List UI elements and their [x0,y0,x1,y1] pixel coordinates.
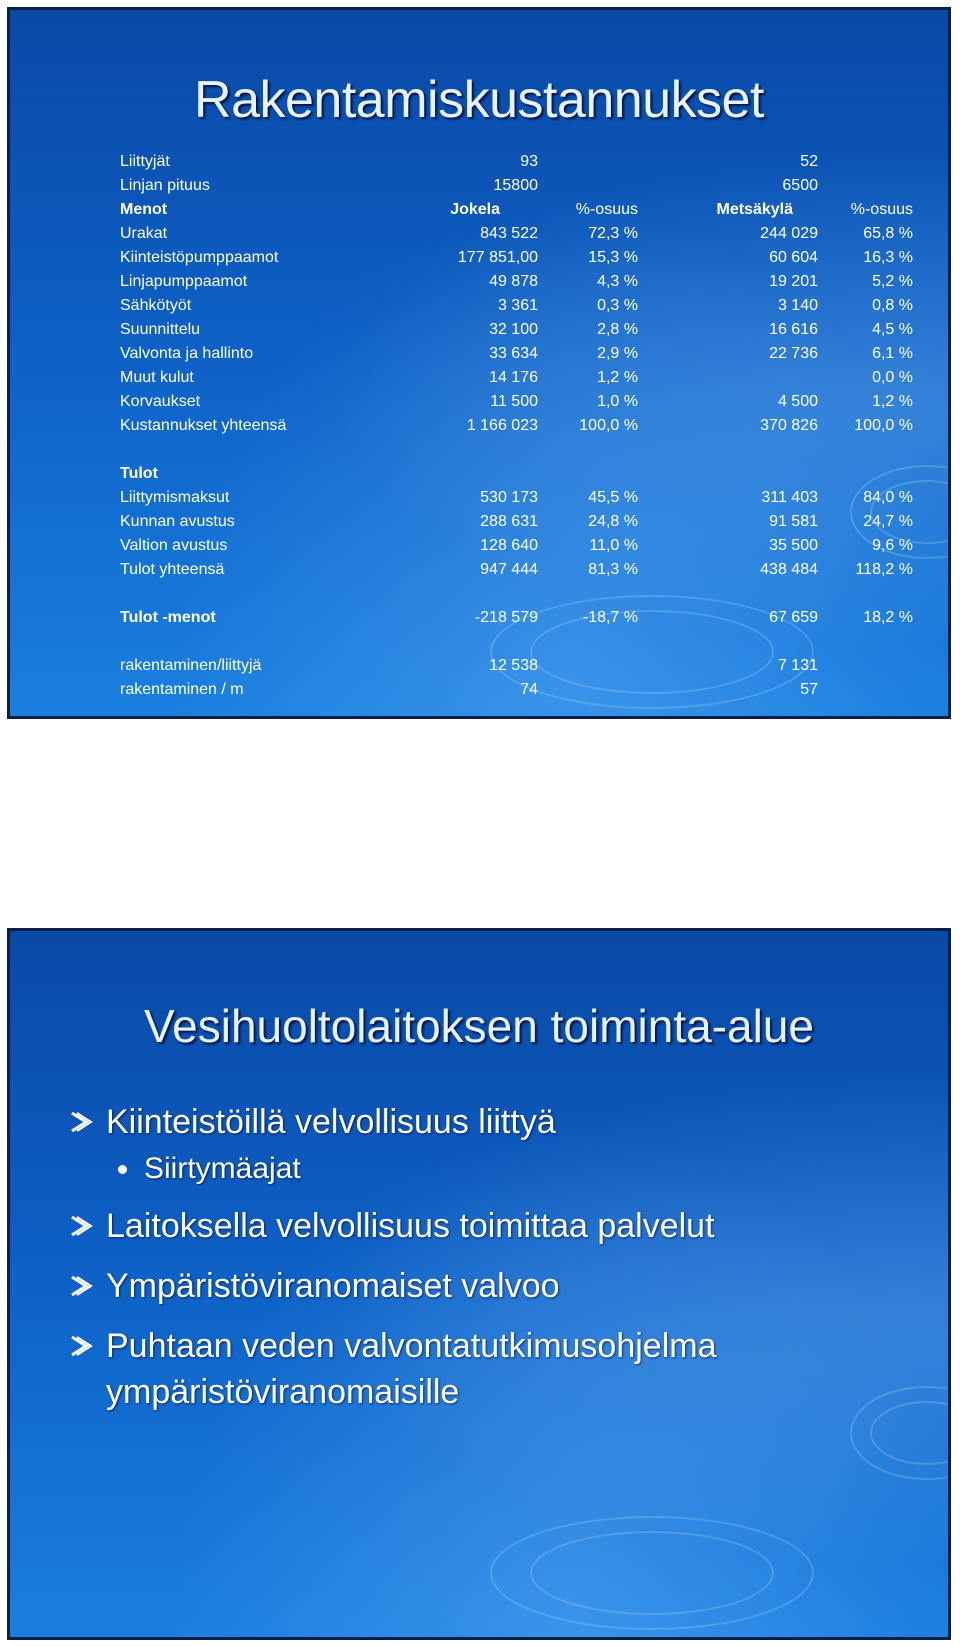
table-row [120,294,913,318]
slide-toiminta-alue [7,928,951,1640]
column-header-share: %-osuus [850,201,913,218]
jokela-share [538,150,638,174]
jokela-value: 843 522 [480,225,538,242]
table-spacer [120,438,913,462]
bullet-item [68,1203,918,1249]
bullet-text-continued: ympäristöviranomaisille [106,1373,460,1411]
metsakyla-value: 4 500 [777,393,818,410]
row-label: Suunnittelu [120,321,201,338]
column-header-menot: Menot [120,201,168,218]
jokela-value: 74 [520,681,538,698]
jokela-value: 530 173 [480,489,538,506]
dot-bullet-icon [118,1165,127,1174]
table-row-balance [120,606,913,630]
row-label: Linjapumppaamot [120,273,248,290]
bullet-text: Laitoksella velvollisuus toimittaa palvelut [106,1207,715,1245]
metsakyla-value: 16 616 [769,321,818,338]
table-row [120,534,913,558]
metsakyla-share: 0,8 % [872,297,913,314]
metsakyla-share: 5,2 % [872,273,913,290]
metsakyla-value: 67 659 [769,609,818,626]
bullet-list [68,1099,918,1429]
jokela-share: 24,8 % [588,513,638,530]
table-row [120,510,913,534]
metsakyla-share: 4,5 % [872,321,913,338]
section-header-tulot: Tulot [120,465,158,482]
bullet-text: Ympäristöviranomaiset valvoo [106,1267,560,1305]
table-row [120,558,913,582]
table-spacer [120,582,913,606]
table-row [120,174,913,198]
table-row [120,390,913,414]
jokela-share: 45,5 % [588,489,638,506]
jokela-value: 947 444 [480,561,538,578]
row-label: rakentaminen/liittyjä [120,657,262,674]
jokela-value: 93 [520,153,538,170]
table-row [120,222,913,246]
jokela-share [538,678,638,702]
row-label: Liittyjät [120,153,170,170]
jokela-value: 15800 [493,177,538,194]
metsakyla-share [818,174,913,198]
row-label: Tulot yhteensä [120,561,225,578]
table-header-row [120,198,913,222]
metsakyla-value: 57 [800,681,818,698]
jokela-share: -18,7 % [582,609,638,626]
jokela-share: 1,2 % [597,369,638,386]
table-row [120,342,913,366]
row-label: Korvaukset [120,393,201,410]
metsakyla-value: 3 140 [777,297,818,314]
metsakyla-share: 1,2 % [872,393,913,410]
metsakyla-share: 0,0 % [872,369,913,386]
arrow-bullet-icon [68,1203,96,1249]
table-row [120,486,913,510]
ripple-decoration [530,1531,774,1615]
metsakyla-share: 65,8 % [863,225,913,242]
jokela-share [538,174,638,198]
column-header-metsakyla: Metsäkylä [716,201,793,218]
table-row [120,270,913,294]
metsakyla-share [818,654,913,678]
metsakyla-value: 438 484 [760,561,818,578]
jokela-share: 1,0 % [597,393,638,410]
column-header-jokela: Jokela [450,201,500,218]
jokela-value: 14 176 [489,369,538,386]
arrow-bullet-icon [68,1323,96,1369]
metsakyla-share [818,678,913,702]
jokela-value: 33 634 [489,345,538,362]
table-row [120,414,913,438]
jokela-value: 12 538 [489,657,538,674]
jokela-value: 128 640 [480,537,538,554]
metsakyla-share: 16,3 % [863,249,913,266]
jokela-value: -218 579 [474,609,538,626]
metsakyla-share: 18,2 % [863,609,913,626]
arrow-bullet-icon [68,1263,96,1309]
jokela-share: 11,0 % [589,537,638,554]
section-header-row [120,462,913,486]
table-spacer [120,630,913,654]
metsakyla-share [818,150,913,174]
metsakyla-share: 84,0 % [863,489,913,506]
bullet-item [68,1099,918,1145]
metsakyla-share: 9,6 % [872,537,913,554]
jokela-share: 72,3 % [588,225,638,242]
metsakyla-value: 91 581 [769,513,818,530]
bullet-item [68,1263,918,1309]
row-label: Liittymismaksut [120,489,230,506]
column-header-share: %-osuus [575,201,638,218]
bullet-text: Puhtaan veden valvontatutkimusohjelma [106,1327,717,1365]
row-label: Kustannukset yhteensä [120,417,287,434]
cost-table [120,150,913,702]
metsakyla-value: 7 131 [777,657,818,674]
jokela-share [538,654,638,678]
metsakyla-value: 19 201 [769,273,818,290]
jokela-value: 1 166 023 [466,417,538,434]
table-row [120,654,913,678]
metsakyla-value [638,366,818,390]
metsakyla-value: 60 604 [769,249,818,266]
slide-rakentamiskustannukset [7,7,951,719]
metsakyla-value: 22 736 [769,345,818,362]
jokela-value: 288 631 [480,513,538,530]
jokela-share: 2,9 % [597,345,638,362]
jokela-value: 11 500 [490,393,538,410]
arrow-bullet-icon [68,1099,96,1145]
jokela-value: 177 851,00 [457,249,538,266]
jokela-share: 81,3 % [588,561,638,578]
bullet-item [68,1323,918,1415]
jokela-share: 100,0 % [579,417,638,434]
metsakyla-share: 24,7 % [863,513,913,530]
jokela-share: 4,3 % [597,273,638,290]
jokela-value: 32 100 [489,321,538,338]
row-label: Muut kulut [120,369,194,386]
jokela-value: 49 878 [489,273,538,290]
metsakyla-value: 6500 [782,177,818,194]
metsakyla-value: 52 [800,153,818,170]
row-label: rakentaminen / m [120,681,244,698]
table-row [120,366,913,390]
slide-title: Rakentamiskustannukset [194,71,764,129]
row-label: Valvonta ja hallinto [120,345,254,362]
row-label: Valtion avustus [120,537,228,554]
sub-bullet-item [68,1149,918,1189]
table-row [120,150,913,174]
sub-bullet-text: Siirtymäajat [144,1152,301,1185]
jokela-share: 0,3 % [597,297,638,314]
row-label: Urakat [120,225,168,242]
table-row [120,246,913,270]
jokela-share: 2,8 % [597,321,638,338]
jokela-value: 3 361 [497,297,538,314]
metsakyla-share: 100,0 % [854,417,913,434]
metsakyla-value: 244 029 [760,225,818,242]
row-label: Kunnan avustus [120,513,235,530]
metsakyla-value: 35 500 [769,537,818,554]
ripple-decoration [490,1516,814,1630]
metsakyla-share: 118,2 % [855,561,913,578]
row-label: Kiinteistöpumppaamot [120,249,279,266]
row-label: Tulot -menot [120,609,216,626]
table-row [120,678,913,702]
metsakyla-value: 370 826 [760,417,818,434]
slide-title: Vesihuoltolaitoksen toiminta-alue [144,1000,814,1052]
metsakyla-value: 311 403 [761,489,818,506]
row-label: Linjan pituus [120,177,210,194]
row-label: Sähkötyöt [120,297,192,314]
metsakyla-share: 6,1 % [872,345,913,362]
jokela-share: 15,3 % [588,249,638,266]
bullet-text: Kiinteistöillä velvollisuus liittyä [106,1103,556,1141]
table-row [120,318,913,342]
